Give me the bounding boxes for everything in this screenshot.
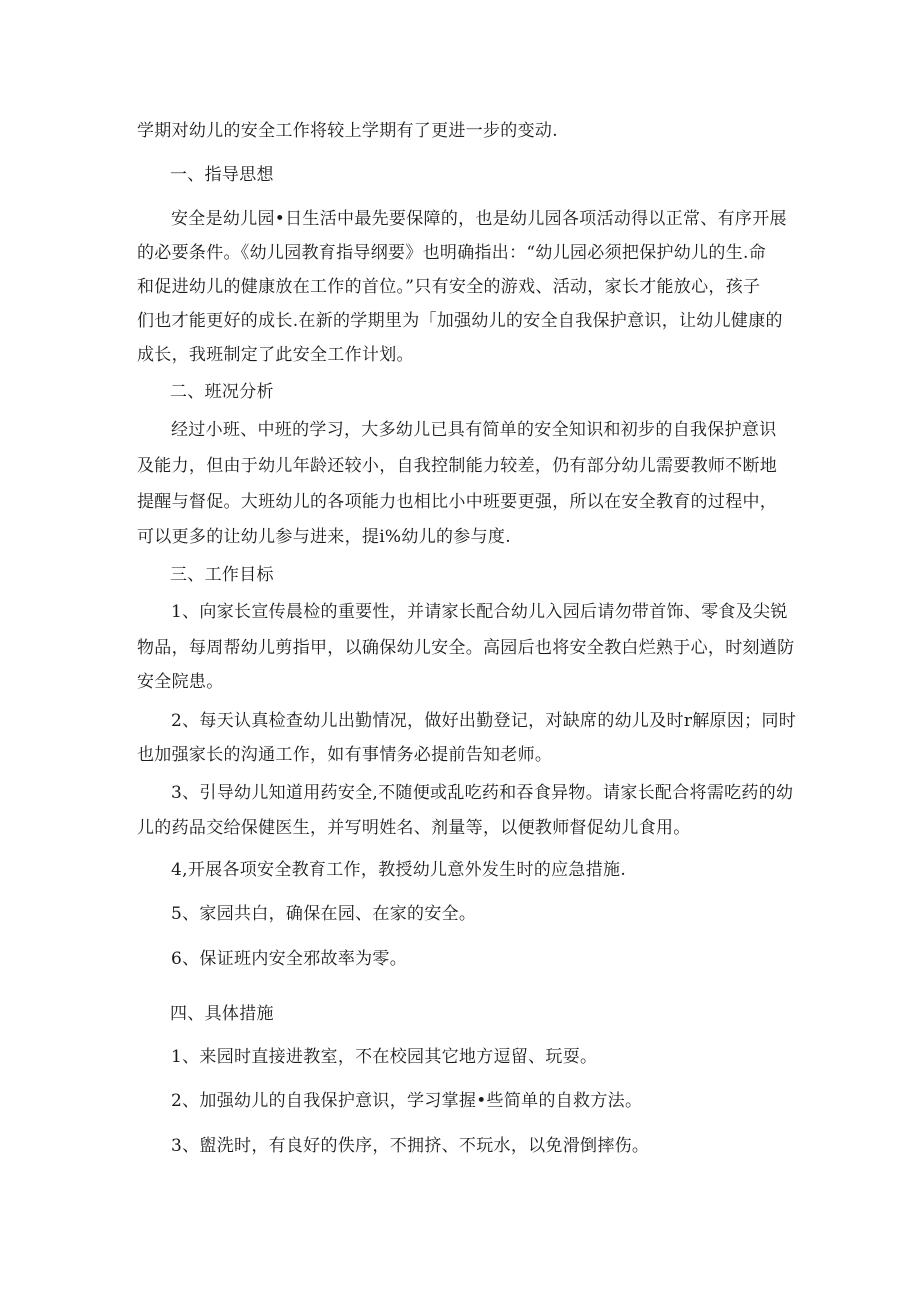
list-item: 5、家园共白，确保在园、在家的安全。 — [171, 904, 477, 924]
paragraph-line: 及能力，但由于幼儿年龄还较小，自我控制能力较差，仍有部分幼儿需要教师不断地 — [137, 456, 778, 476]
list-item: 4,开展各项安全教育工作，教授幼儿意外发生时的应急措施. — [171, 860, 627, 880]
section-heading-work-goals: 三、工作目标 — [170, 565, 274, 585]
section-heading-guiding-ideology: 一、指导思想 — [170, 165, 274, 185]
paragraph-line: 安全是幼儿园•日生活中最先要保障的，也是幼儿园各项活动得以正常、有序开展 — [171, 209, 787, 229]
section-heading-specific-measures: 四、具体措施 — [170, 1004, 274, 1024]
list-item: 3、盥洗时，有良好的佚序，不拥挤、不玩水，以免滑倒摔伤。 — [171, 1136, 650, 1156]
list-item-line: 1、向家长宣传晨检的重要性，并请家长配合幼儿入园后请勿带首饰、零食及尖锐 — [171, 602, 788, 622]
paragraph-line: 成长，我班制定了此安全工作计划。 — [137, 345, 414, 365]
list-item: 2、加强幼儿的自我保护意识，学习掌握•些简单的自救方法。 — [171, 1091, 643, 1111]
paragraph-line: 们也才能更好的成长.在新的学期里为「加强幼儿的安全自我保护意识，让幼儿健康的 — [137, 311, 783, 331]
list-item-line: 物品，每周帮幼儿剪指甲，以确保幼儿安全。高园后也将安全教白烂熟于心，时刻遒防 — [137, 638, 795, 658]
paragraph-line: 和促进幼儿的健康放在工作的首位。”只有安全的游戏、活动，家长才能放心，孩子 — [137, 277, 761, 297]
list-item-line: 3、引导幼儿知道用药安全,不随便或乱吃药和吞食异物。请家长配合将需吃药的幼 — [171, 783, 794, 803]
paragraph-line: 可以更多的让幼儿参与进来，提i%幼儿的参与度. — [137, 527, 511, 547]
paragraph-line: 提醒与督促。大班幼儿的各项能力也相比小中班要更强，所以在安全教育的过程中， — [137, 492, 778, 512]
list-item-line: 儿的药品交给保健医生，并写明姓名、剂量等，以便教师督促幼儿食用。 — [137, 818, 691, 838]
intro-paragraph: 学期对幼儿的安全工作将较上学期有了更进一步的变动. — [137, 121, 558, 141]
list-item-line: 也加强家长的沟通工作，如有事情务必提前告知老师。 — [137, 745, 553, 765]
list-item: 1、来园时直接进教室，不在校园其它地方逗留、玩耍。 — [171, 1047, 598, 1067]
list-item-line: 2、每天认真检查幼儿出勤情况，做好出勤登记，对缺席的幼儿及时r解原因；同时 — [171, 711, 797, 731]
paragraph-line: 经过小班、中班的学习，大多幼儿已具有简单的安全知识和初步的自我保护意识 — [171, 420, 777, 440]
list-item-line: 安全院患。 — [137, 672, 224, 692]
list-item: 6、保证班内安全邪故率为零。 — [171, 949, 408, 969]
paragraph-line: 的必要条件。《幼儿园教育指导纲要》也明确指出：“幼儿园必须把保护幼儿的生.命 — [137, 243, 766, 263]
section-heading-class-analysis: 二、班况分析 — [170, 382, 274, 402]
